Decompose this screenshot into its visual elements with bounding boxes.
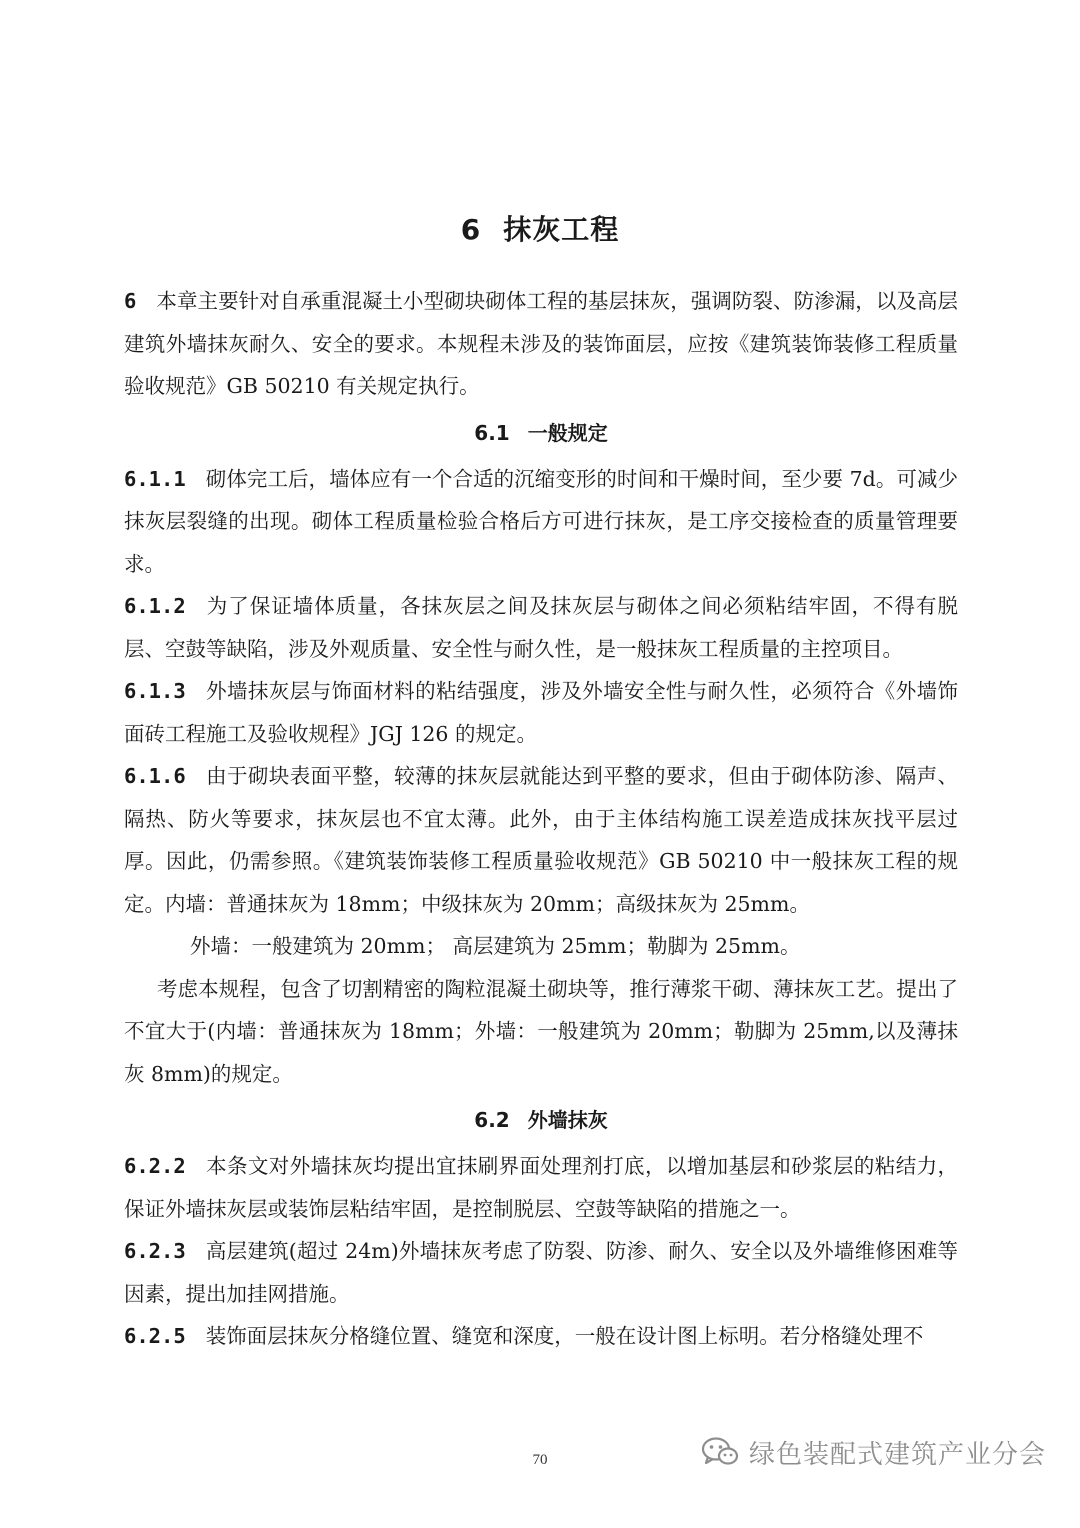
chapter-title	[0, 208, 1080, 248]
clause-text: 为了保证墙体质量，各抹灰层之间及抹灰层与砌体之间必须粘结牢固，不得有脱层、空鼓等缺陷，涉及外观质量、安全性与耐久性，是一般抹灰工程质量的主控项目。	[124, 594, 958, 661]
document-body	[124, 280, 958, 1358]
clause-number: 6.1.2	[124, 594, 186, 618]
clause-text: 砌体完工后，墙体应有一个合适的沉缩变形的时间和干燥时间，至少要 7d。可减少抹灰层裂缝的出现。砌体工程质量检验合格后方可进行抹灰，是工序交接检查的质量管理要求。	[124, 466, 958, 576]
clause-6-2-2	[124, 1145, 958, 1230]
section-heading-6-1	[124, 408, 958, 458]
clause-6-2-5	[124, 1315, 958, 1358]
section-number: 6.2	[474, 1108, 510, 1132]
clause-text: 由于砌块表面平整，较薄的抹灰层就能达到平整的要求，但由于砌体防渗、隔声、隔热、防火等要求，抹灰层也不宜太薄。此外，由于主体结构施工误差造成抹灰找平层过厚。因此，仍需参照。《建筑装饰装修工程质量验收规范》GB 50210 中一般抹灰工程的规定。内墙：普通抹灰为 18mm；中级抹灰为 20mm；高级抹灰为 25mm。	[124, 764, 958, 916]
clause-text: 装饰面层抹灰分格缝位置、缝宽和深度，一般在设计图上标明。若分格缝处理不	[205, 1324, 924, 1348]
clause-number: 6.2.3	[124, 1239, 186, 1263]
wechat-icon	[701, 1436, 739, 1468]
note-paragraph: 考虑本规程，包含了切割精密的陶粒混凝土砌块等，推行薄浆干砌、薄抹灰工艺。提出了不宜大于(内墙：普通抹灰为 18mm；外墙：一般建筑为 20mm；勒脚为 25mm,以及薄抹灰 8mm)的规定。	[124, 976, 958, 1086]
chapter-number: 6	[460, 213, 482, 246]
section-heading-6-2	[124, 1095, 958, 1145]
intro-paragraph	[124, 280, 958, 408]
chapter-title-text: 抹灰工程	[503, 213, 620, 246]
clause-number: 6.2.5	[124, 1324, 186, 1348]
intro-text: 本章主要针对自承重混凝土小型砌块砌体工程的基层抹灰，强调防裂、防渗漏，以及高层建筑外墙抹灰耐久、安全的要求。本规程未涉及的装饰面层，应按《建筑装饰装修工程质量验收规范》GB 50210 有关规定执行。	[124, 289, 958, 398]
clause-number: 6.1.6	[124, 764, 186, 788]
clause-number: 6.1.3	[124, 679, 186, 703]
clause-number: 6.1.1	[124, 466, 186, 491]
clause-6-1-2	[124, 585, 958, 670]
clause-text: 外墙抹灰层与饰面材料的粘结强度，涉及外墙安全性与耐久性，必须符合《外墙饰面砖工程施工及验收规程》JGJ 126 的规定。	[124, 679, 958, 746]
section-number: 6.1	[474, 420, 510, 445]
clause-6-1-6	[124, 755, 958, 925]
watermark-text: 绿色装配式建筑产业分会	[748, 1439, 1046, 1470]
section-title: 外墙抹灰	[527, 1108, 608, 1132]
watermark	[701, 1430, 1046, 1474]
page-number: 70	[532, 1452, 548, 1468]
intro-number: 6	[124, 289, 137, 313]
clause-text: 高层建筑(超过 24m)外墙抹灰考虑了防裂、防渗、耐久、安全以及外墙维修困难等因素，提出加挂网措施。	[124, 1239, 958, 1306]
clause-6-2-3	[124, 1230, 958, 1315]
exterior-wall-thickness-line: 外墙：一般建筑为 20mm； 高层建筑为 25mm；勒脚为 25mm。	[190, 934, 801, 958]
clause-text: 本条文对外墙抹灰均提出宜抹刷界面处理剂打底，以增加基层和砂浆层的粘结力，保证外墙抹灰层或装饰层粘结牢固，是控制脱层、空鼓等缺陷的措施之一。	[124, 1154, 958, 1221]
section-title: 一般规定	[527, 420, 608, 445]
clause-6-1-1	[124, 458, 958, 586]
clause-number: 6.2.2	[124, 1154, 186, 1178]
clause-6-1-3	[124, 670, 958, 755]
